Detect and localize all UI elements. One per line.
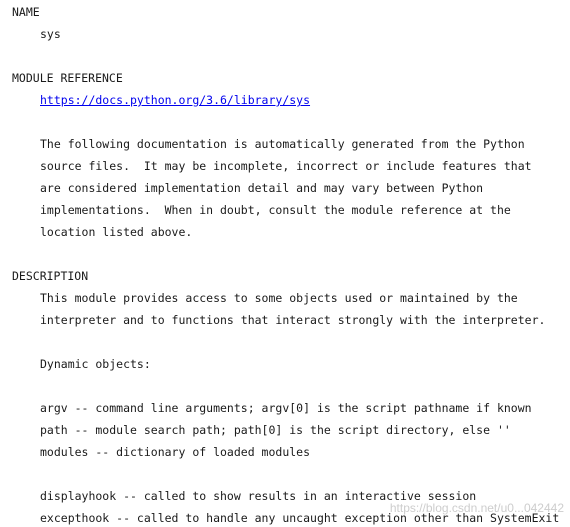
module-reference-heading: MODULE REFERENCE xyxy=(12,71,123,85)
hook-item: displayhook -- called to show results in an interactive session xyxy=(40,489,477,503)
hook-item: excepthook -- called to handle any uncaught exception other than SystemExit xyxy=(40,511,560,525)
description-line: This module provides access to some objects used or maintained by the xyxy=(40,291,518,305)
dynamic-object-item: argv -- command line arguments; argv[0] is the script pathname if known xyxy=(40,401,532,415)
dynamic-object-item: modules -- dictionary of loaded modules xyxy=(40,445,311,459)
note-line: The following documentation is automatically generated from the Python xyxy=(40,137,525,151)
name-heading: NAME xyxy=(12,5,40,19)
dynamic-object-item: path -- module search path; path[0] is the script directory, else '' xyxy=(40,423,511,437)
description-heading: DESCRIPTION xyxy=(12,269,89,283)
module-name: sys xyxy=(40,27,61,41)
module-reference-link[interactable]: https://docs.python.org/3.6/library/sys xyxy=(40,93,311,107)
watermark: https://blog.csdn.net/u0...042442 xyxy=(389,501,564,515)
dynamic-objects-heading: Dynamic objects: xyxy=(40,357,151,371)
note-line: location listed above. xyxy=(40,225,193,239)
note-line: implementations. When in doubt, consult the module reference at the xyxy=(40,203,511,217)
note-line: are considered implementation detail and may vary between Python xyxy=(40,181,484,195)
description-line: interpreter and to functions that interact strongly with the interpreter. xyxy=(40,313,546,327)
note-line: source files. It may be incomplete, incorrect or include features that xyxy=(40,159,532,173)
